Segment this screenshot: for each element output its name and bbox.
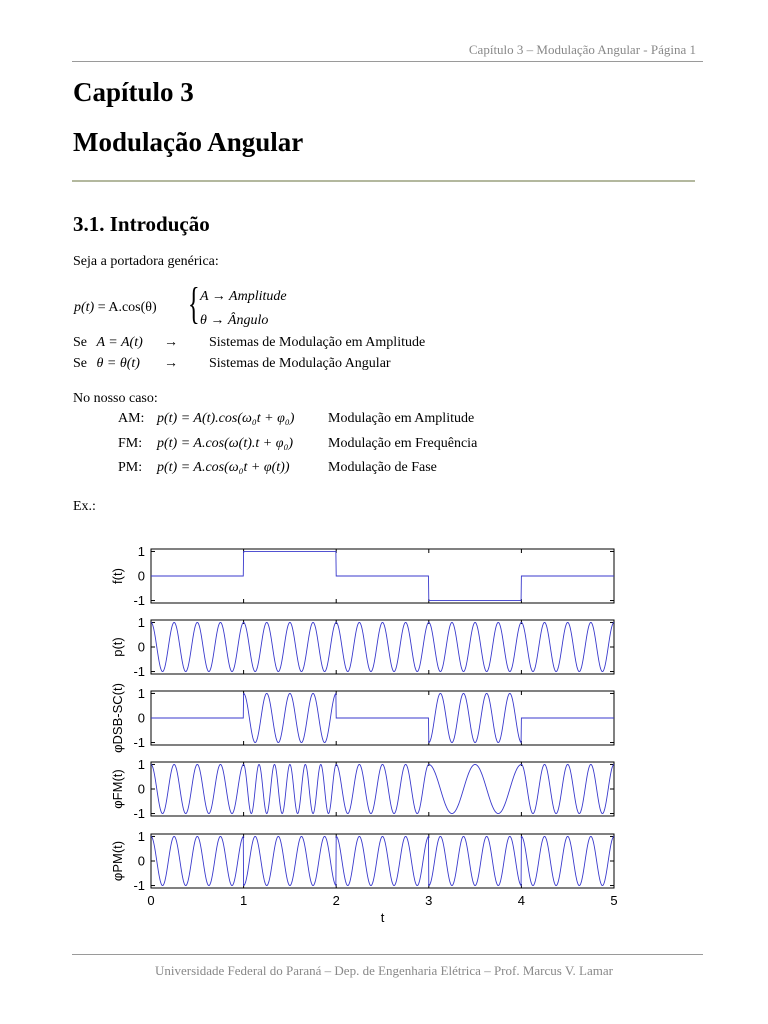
se-amplitude-equation: A = A(t) [96, 335, 143, 350]
title-divider [72, 180, 695, 182]
x-tick-label: 3 [425, 893, 433, 908]
y-tick-label: 1 [137, 756, 145, 772]
modulation-plot [100, 540, 630, 930]
series-line-dsbsc [151, 693, 614, 742]
se-amplitude-arrow: → [164, 335, 178, 350]
y-tick-label: 0 [137, 781, 145, 797]
se-angle-equation: θ = θ(t) [96, 356, 140, 371]
plot-frame [151, 834, 614, 888]
series-line-pm [151, 836, 614, 885]
case-pm-description: Modulação de Fase [328, 460, 437, 475]
page-header: Capítulo 3 – Modulação Angular - Página 1 [468, 42, 696, 57]
case-am-description: Modulação em Amplitude [328, 411, 475, 426]
series-line-fm [151, 764, 614, 813]
y-axis-label: φDSB-SC(t) [110, 683, 125, 753]
case-fm-tag: FM: [118, 436, 143, 451]
case-pm-equation: p(t) = A.cos(ω₀t + φ(t)) [157, 460, 290, 475]
carrier-equation-rhs: = A.cos(θ) [97, 300, 157, 315]
series-line-message [151, 551, 614, 600]
y-tick-label: 0 [137, 853, 145, 869]
se-word: Se [73, 335, 87, 350]
y-tick-label: -1 [133, 593, 145, 609]
x-tick-label: 0 [147, 893, 155, 908]
brace-line-angle-word: Ângulo [227, 313, 269, 328]
chapter-title: Capítulo 3 [73, 77, 194, 107]
y-tick-label: 1 [137, 685, 145, 701]
y-tick-label: 1 [137, 543, 145, 559]
y-tick-label: 0 [137, 568, 145, 584]
se-amplitude-label: Sistemas de Modulação em Amplitude [209, 335, 426, 350]
brace-line-amplitude [200, 289, 287, 305]
cases-intro: No nosso caso: [73, 391, 158, 406]
y-tick-label: -1 [133, 735, 145, 751]
x-tick-label: 2 [332, 893, 340, 908]
y-axis-label: p(t) [110, 637, 125, 657]
carrier-equation [74, 300, 157, 316]
brace-symbol: { [188, 279, 200, 328]
se-row-amplitude [73, 335, 143, 351]
brace-line-angle-symbol: θ → [200, 313, 228, 328]
section-title: 3.1. Introdução [73, 212, 210, 236]
header-divider [72, 61, 703, 62]
example-label: Ex.: [73, 499, 96, 514]
brace-line-amplitude-word: Amplitude [229, 289, 287, 304]
brace-line-amplitude-symbol: A → [200, 289, 230, 304]
series-line-carrier [151, 622, 614, 671]
x-tick-label: 4 [517, 893, 526, 908]
y-axis-label: f(t) [110, 568, 125, 584]
se-angle-arrow: → [164, 356, 178, 371]
brace-line-angle [200, 313, 268, 329]
case-am-tag: AM: [118, 411, 145, 426]
chapter-subtitle: Modulação Angular [73, 127, 304, 157]
y-tick-label: -1 [133, 878, 145, 894]
carrier-intro-text: Seja a portadora genérica: [73, 254, 219, 269]
page-footer: Universidade Federal do Paraná – Dep. de Engenharia Elétrica – Prof. Marcus V. Lamar [155, 963, 613, 978]
x-axis-label: t [380, 910, 385, 925]
x-tick-label: 1 [239, 893, 248, 908]
case-fm-description: Modulação em Frequência [328, 436, 478, 451]
y-axis-label: φPM(t) [110, 840, 125, 882]
se-row-angle [73, 356, 140, 372]
plot-frame [151, 762, 614, 816]
y-tick-label: -1 [133, 806, 145, 822]
y-tick-label: -1 [133, 664, 145, 680]
se-angle-label: Sistemas de Modulação Angular [209, 356, 391, 371]
y-tick-label: 0 [137, 710, 145, 726]
se-word-2: Se [73, 356, 87, 371]
plot-frame [151, 620, 614, 674]
y-axis-label: φFM(t) [110, 769, 125, 809]
y-tick-label: 0 [137, 639, 145, 655]
case-am-equation: p(t) = A(t).cos(ω₀t + φ₀) [157, 411, 295, 426]
y-tick-label: 1 [137, 614, 145, 630]
y-tick-label: 1 [137, 828, 145, 844]
x-tick-label: 5 [610, 893, 618, 908]
footer-divider [72, 954, 703, 955]
carrier-equation-lhs: p(t) [74, 300, 95, 315]
case-pm-tag: PM: [118, 460, 143, 475]
case-fm-equation: p(t) = A.cos(ω(t).t + φ₀) [157, 436, 293, 451]
